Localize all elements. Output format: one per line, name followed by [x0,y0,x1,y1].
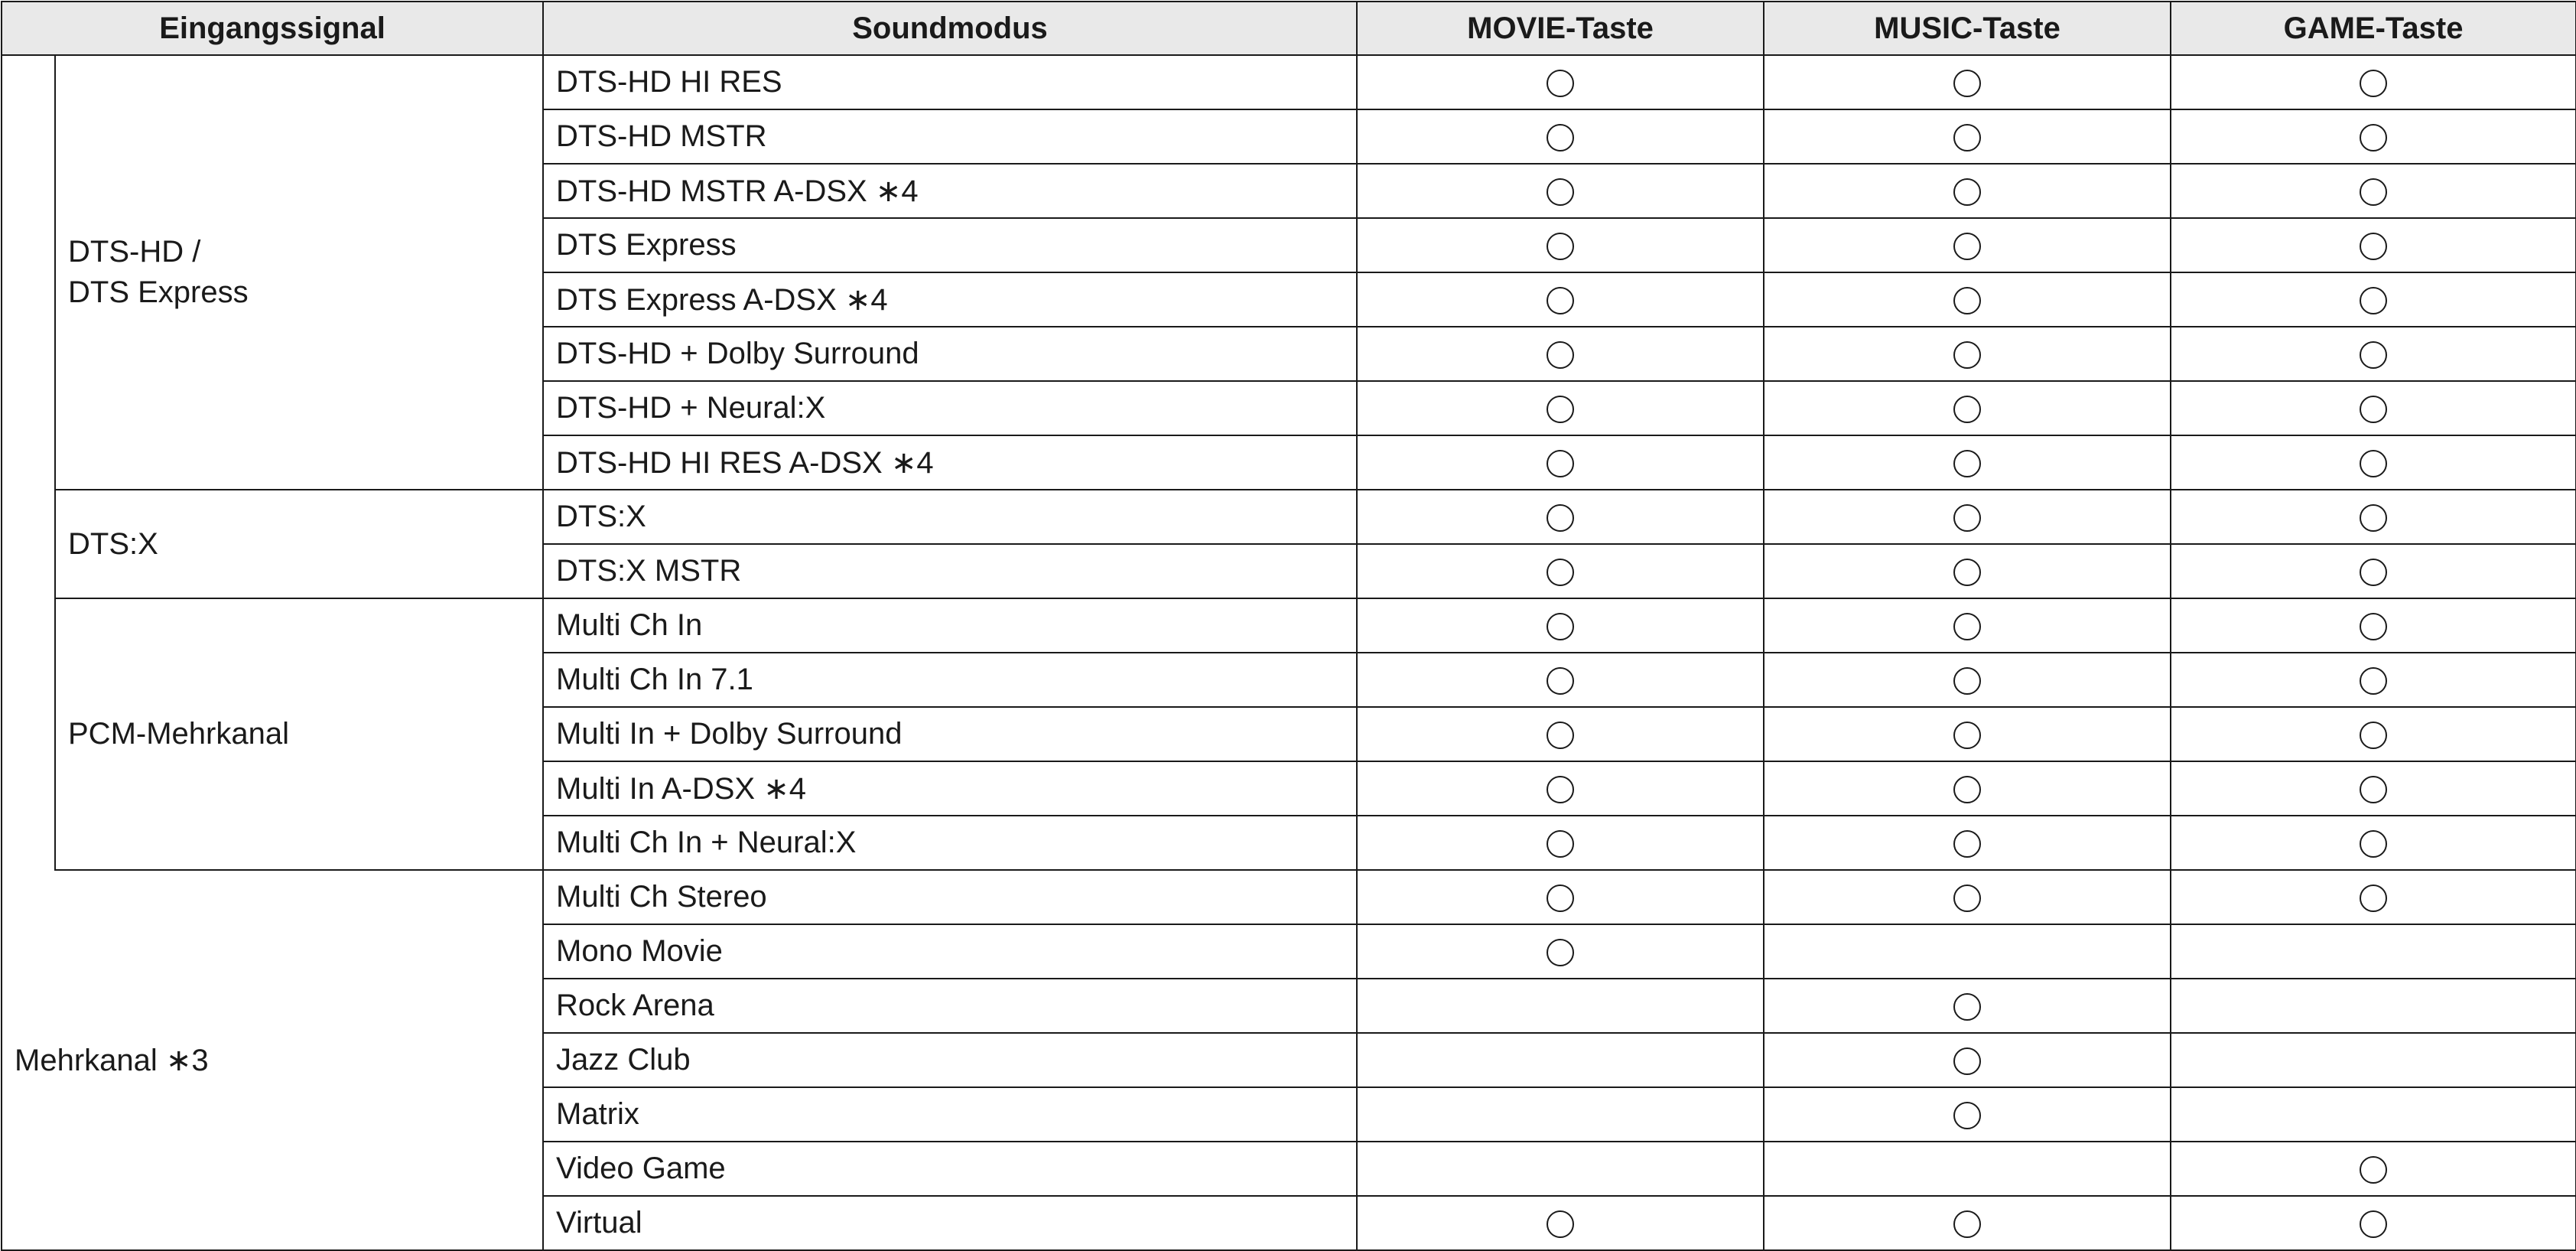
mehrkanal-bracket-spacer [2,55,55,870]
music-availability-cell [1764,979,2171,1033]
circle-icon [2360,124,2387,151]
group-label-pcm: PCM-Mehrkanal [55,598,543,870]
table-row [2,490,2576,544]
music-availability-cell [1764,218,2171,272]
movie-availability-cell [1357,1196,1764,1250]
circle-icon [1547,287,1574,314]
game-availability-cell [2171,979,2576,1033]
movie-availability-cell [1357,218,1764,272]
music-availability-cell [1764,381,2171,435]
music-availability-cell [1764,816,2171,870]
movie-availability-cell [1357,924,1764,979]
circle-icon [1953,830,1981,858]
game-availability-cell [2171,1196,2576,1250]
sound-mode-cell: DTS-HD MSTR [543,109,1357,164]
circle-icon [1547,884,1574,912]
table-row [2,55,2576,109]
music-availability-cell [1764,435,2171,490]
game-availability-cell [2171,490,2576,544]
movie-availability-cell [1357,164,1764,218]
movie-availability-cell [1357,979,1764,1033]
header-movie-button: MOVIE-Taste [1357,2,1764,55]
music-availability-cell [1764,1196,2171,1250]
sound-mode-cell: DTS Express A-DSX ∗4 [543,272,1357,327]
circle-icon [1547,396,1574,423]
group-label-dts-hd [55,55,543,490]
circle-icon [1547,776,1574,803]
circle-icon [1953,70,1981,97]
circle-icon [1547,939,1574,966]
circle-icon [1547,70,1574,97]
music-availability-cell [1764,544,2171,598]
circle-icon [1953,613,1981,640]
game-availability-cell [2171,164,2576,218]
music-availability-cell [1764,490,2171,544]
movie-availability-cell [1357,1087,1764,1142]
circle-icon [1547,559,1574,586]
circle-icon [1953,559,1981,586]
group-label-mehrkanal: Mehrkanal ∗3 [2,870,543,1250]
game-availability-cell [2171,1033,2576,1087]
sound-mode-cell: Virtual [543,1196,1357,1250]
game-availability-cell [2171,218,2576,272]
circle-icon [1953,1102,1981,1129]
circle-icon [2360,504,2387,532]
circle-icon [2360,341,2387,369]
game-availability-cell [2171,109,2576,164]
music-availability-cell [1764,55,2171,109]
game-availability-cell [2171,272,2576,327]
circle-icon [1953,504,1981,532]
game-availability-cell [2171,870,2576,924]
circle-icon [2360,667,2387,695]
circle-icon [1953,1210,1981,1238]
sound-mode-cell: Multi In + Dolby Surround [543,707,1357,761]
sound-mode-cell: DTS:X [543,490,1357,544]
sound-mode-cell: Multi Ch Stereo [543,870,1357,924]
music-availability-cell [1764,924,2171,979]
table-row [2,870,2576,924]
circle-icon [2360,559,2387,586]
table-row [2,598,2576,653]
sound-mode-cell: Multi Ch In [543,598,1357,653]
game-availability-cell [2171,1087,2576,1142]
sound-mode-cell: Multi Ch In + Neural:X [543,816,1357,870]
circle-icon [1953,396,1981,423]
circle-icon [1953,722,1981,749]
circle-icon [2360,1210,2387,1238]
circle-icon [1953,124,1981,151]
game-availability-cell [2171,761,2576,816]
sound-mode-cell: Multi Ch In 7.1 [543,653,1357,707]
sound-mode-cell: Rock Arena [543,979,1357,1033]
circle-icon [2360,722,2387,749]
circle-icon [1953,993,1981,1021]
movie-availability-cell [1357,1142,1764,1196]
circle-icon [2360,1156,2387,1184]
game-availability-cell [2171,1142,2576,1196]
circle-icon [1547,178,1574,206]
movie-availability-cell [1357,272,1764,327]
game-availability-cell [2171,707,2576,761]
music-availability-cell [1764,1142,2171,1196]
movie-availability-cell [1357,109,1764,164]
movie-availability-cell [1357,870,1764,924]
music-availability-cell [1764,598,2171,653]
game-availability-cell [2171,435,2576,490]
circle-icon [1953,233,1981,260]
music-availability-cell [1764,653,2171,707]
circle-icon [1953,178,1981,206]
movie-availability-cell [1357,55,1764,109]
game-availability-cell [2171,381,2576,435]
game-availability-cell [2171,653,2576,707]
sound-mode-table [1,1,2576,1251]
sound-mode-cell: DTS-HD HI RES [543,55,1357,109]
movie-availability-cell [1357,1033,1764,1087]
music-availability-cell [1764,1033,2171,1087]
header-music-button: MUSIC-Taste [1764,2,2171,55]
header-input-signal: Eingangssignal [2,2,543,55]
music-availability-cell [1764,761,2171,816]
sound-mode-cell: Mono Movie [543,924,1357,979]
circle-icon [1953,287,1981,314]
header-row [2,2,2576,55]
game-availability-cell [2171,816,2576,870]
circle-icon [1953,667,1981,695]
music-availability-cell [1764,109,2171,164]
circle-icon [1547,233,1574,260]
sound-mode-cell: Multi In A-DSX ∗4 [543,761,1357,816]
movie-availability-cell [1357,598,1764,653]
circle-icon [2360,396,2387,423]
movie-availability-cell [1357,381,1764,435]
circle-icon [1547,341,1574,369]
sound-mode-cell: Video Game [543,1142,1357,1196]
circle-icon [2360,830,2387,858]
circle-icon [1953,341,1981,369]
header-sound-mode: Soundmodus [543,2,1357,55]
game-availability-cell [2171,598,2576,653]
circle-icon [2360,450,2387,477]
group-label-line: DTS-HD / [68,235,201,269]
group-label-dts-x: DTS:X [55,490,543,598]
circle-icon [1547,1210,1574,1238]
game-availability-cell [2171,55,2576,109]
movie-availability-cell [1357,653,1764,707]
circle-icon [2360,776,2387,803]
movie-availability-cell [1357,707,1764,761]
music-availability-cell [1764,272,2171,327]
circle-icon [1547,124,1574,151]
circle-icon [2360,178,2387,206]
movie-availability-cell [1357,761,1764,816]
sound-mode-cell: DTS-HD + Dolby Surround [543,327,1357,381]
music-availability-cell [1764,164,2171,218]
header-game-button: GAME-Taste [2171,2,2576,55]
sound-mode-cell: DTS-HD + Neural:X [543,381,1357,435]
sound-mode-cell: DTS-HD HI RES A-DSX ∗4 [543,435,1357,490]
music-availability-cell [1764,327,2171,381]
circle-icon [2360,70,2387,97]
circle-icon [1547,613,1574,640]
sound-mode-cell: DTS:X MSTR [543,544,1357,598]
sound-mode-cell: DTS-HD MSTR A-DSX ∗4 [543,164,1357,218]
group-label-line: DTS Express [68,275,249,309]
circle-icon [1547,667,1574,695]
game-availability-cell [2171,924,2576,979]
circle-icon [1547,504,1574,532]
sound-mode-cell: Jazz Club [543,1033,1357,1087]
circle-icon [1953,776,1981,803]
circle-icon [1953,1047,1981,1075]
circle-icon [1547,450,1574,477]
circle-icon [1547,722,1574,749]
game-availability-cell [2171,544,2576,598]
music-availability-cell [1764,707,2171,761]
circle-icon [2360,233,2387,260]
circle-icon [1953,884,1981,912]
sound-mode-cell: DTS Express [543,218,1357,272]
circle-icon [1547,830,1574,858]
sound-mode-cell: Matrix [543,1087,1357,1142]
music-availability-cell [1764,870,2171,924]
circle-icon [2360,613,2387,640]
game-availability-cell [2171,327,2576,381]
movie-availability-cell [1357,327,1764,381]
circle-icon [1953,450,1981,477]
circle-icon [2360,287,2387,314]
movie-availability-cell [1357,435,1764,490]
music-availability-cell [1764,1087,2171,1142]
table-body [2,55,2576,1250]
circle-icon [2360,884,2387,912]
movie-availability-cell [1357,490,1764,544]
movie-availability-cell [1357,544,1764,598]
movie-availability-cell [1357,816,1764,870]
